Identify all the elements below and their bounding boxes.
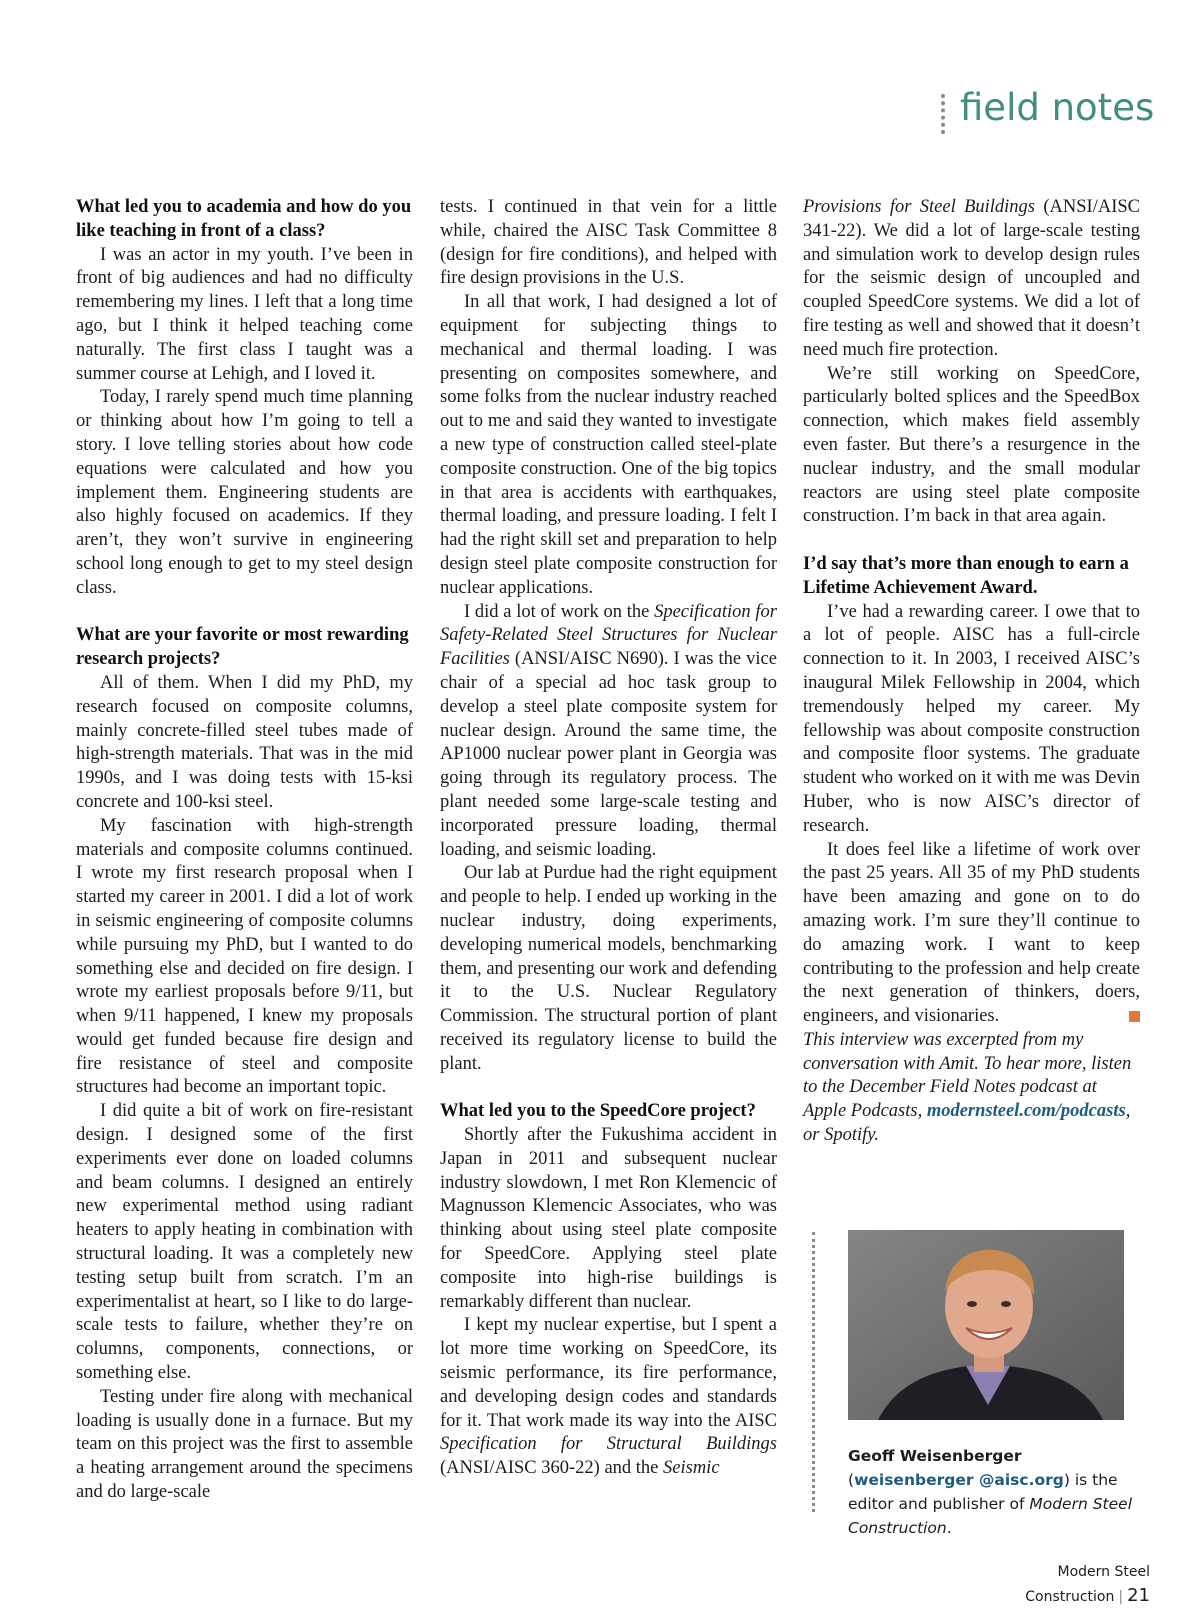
author-photo: [848, 1230, 1124, 1420]
paragraph: Shortly after the Fukushima accident in Japan in 2011 and subsequent nuclear industry slowdown, I met Ron Klemencic of Magnusson Klemencic Associates, who was thinking about using steel plate composite for SpeedCore. Applying steel plate composite into high-rise buildings is remarkably different than nuclear.: [440, 1125, 777, 1312]
author-name: Geoff Weisenberger: [848, 1447, 1022, 1465]
question-heading: What are your favorite or most rewarding research projects?: [76, 625, 409, 670]
text-run: I did a lot of work on the: [464, 601, 655, 622]
paragraph: [803, 839, 1140, 1029]
podcasts-link[interactable]: modernsteel.com/podcasts: [926, 1101, 1126, 1122]
text-run: , or Spotify.: [803, 1101, 1131, 1146]
paragraph: All of them. When I did my PhD, my research focused on composite columns, mainly concrete-filled steel tubes made of high-strength materials. That was in the mid 1990s, and I was doing tests with 15-ksi concrete and 100-ksi steel.: [76, 672, 413, 812]
text-run: is the editor and publisher of: [848, 1471, 1118, 1513]
question-heading: What led you to academia and how do you like teaching in front of a class?: [76, 197, 412, 241]
page-number: 21: [1127, 1585, 1150, 1606]
question-heading: What led you to the SpeedCore project?: [440, 1101, 756, 1122]
article-column-2: [440, 196, 777, 1481]
paragraph: I’ve had a rewarding career. I owe that to a lot of people. AISC has a full-circle connection to it. In 2003, I received AISC’s inaugural Milek Fellowship in 2004, which tremendously helped my career. My fellowship was about composite construction and composite floor systems. The graduate student who worked on it with me was Devin Huber, who is now AISC’s director of research.: [803, 601, 1140, 836]
paragraph: [803, 196, 1140, 363]
page-footer: [930, 1560, 1150, 1609]
sidebar-dotted-rule: [812, 1232, 818, 1512]
header-dotted-rule: [941, 94, 949, 134]
text-run: (ANSI/AISC N690). I was the vice chair of a special ad hoc task group to develop a steel plate composite system for nuclear design. Around the same time, the AP1000 nuclear power plant in Georgia was going through its regulatory process. The plant needed some large-scale testing and incorporated pressure loading, thermal loading, and seismic loading.: [440, 649, 777, 860]
publication-title: Seismic: [663, 1458, 720, 1479]
text-run: I kept my nuclear expertise, but I spent a lot more time working on SpeedCore, its seismic performance, its fire performance, and developing design codes and standards for it. That work made its way into the AISC: [440, 1315, 777, 1431]
publication-title: Provisions for Steel Buildings: [803, 197, 1036, 217]
author-email-link[interactable]: weisenberger @aisc.org: [854, 1471, 1064, 1489]
text-run: (ANSI/AISC 341-22). We did a lot of large-scale testing and simulation work to develop design rules for the seismic design of uncoupled and coupled SpeedCore systems. We did a lot of fire testing as well and showed that it doesn’t need much fire protection.: [803, 197, 1140, 360]
text-run: ): [1063, 1471, 1070, 1489]
paragraph: Testing under fire along with mechanical loading is usually done in a furnace. But my team on this project was the first to assemble a heating arrangement around the specimens and do large-scale: [76, 1386, 413, 1503]
paragraph: tests. I continued in that vein for a little while, chaired the AISC Task Committee 8 (design for fire conditions), and helped with fire design provisions in the U.S.: [440, 197, 777, 289]
paragraph: [440, 601, 777, 863]
publication-name: Modern Steel Construction: [848, 1495, 1133, 1537]
text-run: It does feel like a lifetime of work over the past 25 years. All 35 of my PhD students have been amazing and gone on to do amazing work. I’m sure they’ll continue to do amazing work. I want to keep contributing to the profession and help create the next generation of thinkers, doers, engineers, and visionaries.: [803, 839, 1140, 1027]
publication-title: Specification for Structural Buildings: [440, 1434, 777, 1455]
question-heading: I’d say that’s more than enough to earn a Lifetime Achievement Award.: [803, 553, 1129, 598]
paragraph: Today, I rarely spend much time planning or thinking about how I’m going to tell a story. I love telling stories about how code equations were calculated and how you implement them. Engineering students are also highly focused on academics. If they aren’t, they won’t survive in engineering school long enough to get to my steel design class.: [76, 387, 413, 598]
article-column-1: [76, 196, 413, 1505]
text-run: (: [848, 1471, 855, 1489]
paragraph: [440, 1314, 777, 1481]
end-of-article-square-icon: [1129, 1011, 1140, 1022]
section-label: field notes: [960, 86, 1155, 129]
text-run: This interview was excerpted from my conversation with Amit. To hear more, listen to the December Field Notes podcast at Apple Podcasts,: [803, 1029, 1132, 1122]
publication-title: Specification for Safety-Related Steel Structures for Nuclear Facilities: [440, 601, 777, 670]
paragraph: We’re still working on SpeedCore, particularly bolted splices and the SpeedBox connection, which makes field assembly even faster. But there’s a resurgence in the nuclear industry, and the small modular reactors are using steel plate composite construction. I’m back in that area again.: [803, 363, 1140, 527]
paragraph: Our lab at Purdue had the right equipment and people to help. I ended up working in the nuclear industry, doing experiments, developing numerical models, benchmarking them, and presenting our work and defending it to the U.S. Nuclear Regulatory Commission. The structural portion of plant received its regulatory license to build the plant.: [440, 863, 777, 1074]
paragraph: I was an actor in my youth. I’ve been in front of big audiences and had no difficulty remembering my lines. I left that a long time ago, but I think it helped teaching come naturally. The first class I taught was a summer course at Lehigh, and I loved it.: [76, 244, 413, 384]
footer-publication: Modern Steel Construction: [1025, 1564, 1150, 1605]
text-run: .: [946, 1519, 952, 1537]
text-run: (ANSI/AISC 360-22) and the: [440, 1458, 664, 1479]
paragraph: My fascination with high-strength materials and composite columns continued. I wrote my first research proposal when I started my career in 2001. I did a lot of work in seismic engineering of composite columns while pursuing my PhD, but I wanted to do something else and decided on fire design. I wrote my earliest proposals before 9/11, but when 9/11 happened, I knew my proposals would get funded because fire design and fire resistance of steel and composite structures had become an important topic.: [76, 815, 413, 1098]
footer-separator: |: [1118, 1589, 1124, 1605]
paragraph: I did quite a bit of work on fire-resistant design. I designed some of the first experiments ever done on loaded columns and beam columns. I designed an entirely new experimental method using radiant heaters to apply heating in combination with structural loading. It was a completely new testing setup built from scratch. I’m an experimentalist at heart, so I like to do large-scale tests to failure, whether they’re on columns, components, connections, or something else.: [76, 1101, 413, 1384]
author-bio: [848, 1444, 1148, 1540]
podcast-note: [803, 1029, 1140, 1148]
paragraph: In all that work, I had designed a lot of equipment for subjecting things to mechanical and thermal loading. I was presenting on composites somewhere, and some folks from the nuclear industry reached out to me and said they wanted to investigate a new type of construction called steel-plate composite construction. One of the big topics in that area is accidents with earthquakes, thermal loading, and pressure loading. I felt I had the right skill set and preparation to help design steel plate composite construction for nuclear applications.: [440, 292, 777, 598]
article-column-3: [803, 196, 1140, 1148]
